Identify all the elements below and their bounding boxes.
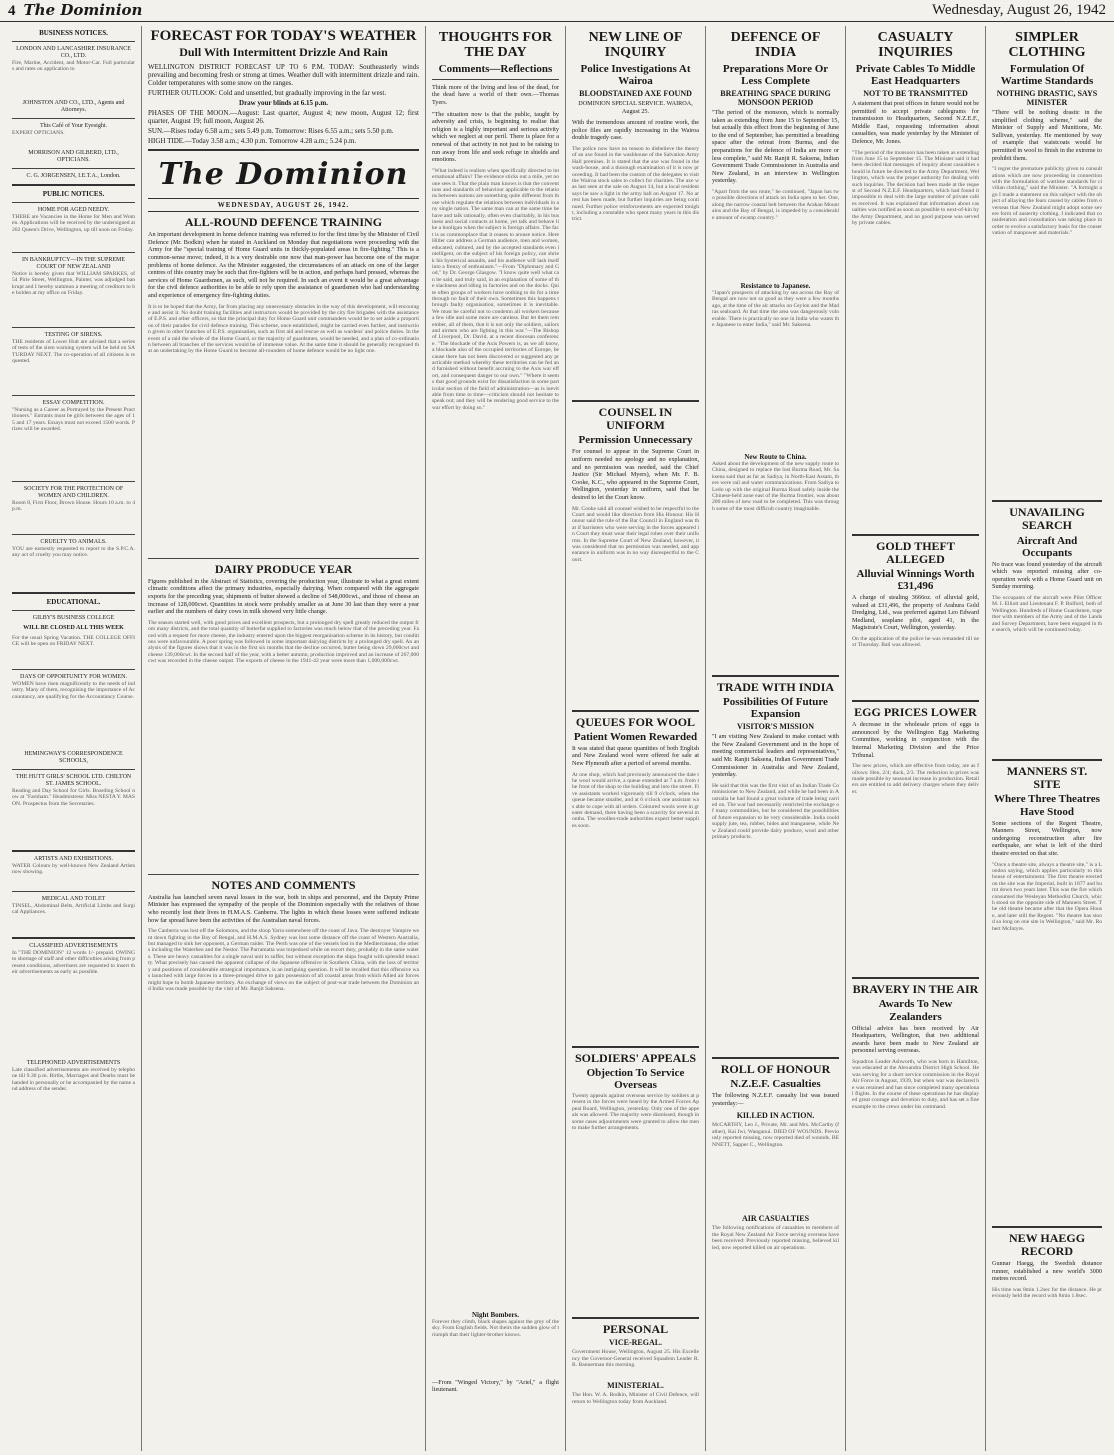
editorial-dateline: WEDNESDAY, AUGUST 26, 1942. bbox=[148, 198, 419, 212]
editorial-continued: It is to be hoped that the Army, far from placing any unnecessary obstacles in the way of this development, will encourage and assist it. No doubt training facilities and instructors would be provided by the city fire brigades with the assistance of E.P.S. and other officers, so that the principal duty for Home Guard unit commanders would be to set aside a proportion of their parades for civil defence training. This scheme, once established, might be carried even further, and instruction given in other branches of E.P.S. organisation, such as first aid and rescue as well as wardens' and police duties. In the event of a raid the whole of the Home Guard, or the majority of guardsmen, would be needed, and a plan of co-ordination between all branches of the services would be of immense value. At the same time it should be generally recognised that an undertaking by the Home Guard to become all-rounders of home defence would be no light one. bbox=[148, 303, 419, 355]
notice-text: Late classified advertisements are received by telephone till 9.30 p.m. Births, Marriages and Deaths must be handed in personally or be accompanied by the name and address of the sender. bbox=[12, 1067, 135, 1093]
article-continued: His time was 8min 1.2sec for the distance. He previously held the record with 8min 1.8sec. bbox=[992, 1286, 1102, 1300]
article-subtitle: Objection To Service Overseas bbox=[586, 1066, 685, 1091]
masthead-date: Wednesday, August 26, 1942 bbox=[931, 2, 1106, 18]
article-continued: "I regret the premature publicity given to consultations which are now proceeding in connection with the formulation of wartime standards for civilian clothing," said the Minister. "A fortnight ago I made a statement on this subject with the object of allaying the fears caused by cables from overseas that New Zealand might adopt some severe form of austerity clothing. I indicated that consideration and consultation was taking place in order to evolve a satisfactory basis for the conservation of manpower and materials." bbox=[992, 166, 1102, 237]
article-title: MANNERS ST. SITE bbox=[1006, 764, 1088, 792]
notice-cruelty: CRUELTY TO ANIMALS. bbox=[40, 539, 107, 545]
notice-essay: ESSAY COMPETITION. bbox=[42, 400, 105, 406]
article-continued: "Japan's prospects of attacking by sea across the Bay of Bengal are now not so good as they were a few months ago, at the time of the air attacks on Ceylon and the Madras seaboard. At that time the area was dangerously vulnerable. There is practically no one in India who wants the Japanese to enter India," said Mr. Saksena. bbox=[712, 289, 839, 328]
column-clothing bbox=[986, 26, 1108, 1451]
editorial-title: ALL-ROUND DEFENCE TRAINING bbox=[184, 215, 383, 229]
nameplate bbox=[148, 157, 419, 192]
article-body: The following N.Z.E.F. casualty list was issued yesterday:— bbox=[712, 1092, 839, 1107]
article-body: "The period of the monsoon, which is normally taken as extending from June 15 to September 15, but actually this effect from the beginning of June to the end of September, has permitted a breathing space after the retreat from Burma, and the preparations for the defence of India are more or less complete," said Mr. Ranjit R. Saksena, Indian Government Trade Commissioner in Australia and New Zealand, in an interview in Wellington yesterday. bbox=[712, 108, 839, 185]
article-title: PERSONAL bbox=[602, 1322, 669, 1336]
poem-title: Night Bombers. bbox=[471, 1310, 520, 1319]
article-subtitle: Permission Unnecessary bbox=[578, 434, 693, 447]
notice-medical: MEDICAL AND TOILET bbox=[41, 896, 106, 902]
notice-closed: WILL BE CLOSED ALL THIS WEEK bbox=[23, 625, 124, 631]
notice-text: "Nursing as a Career as Portrayed by the Present Practitioners." Entrants must be girls between the ages of 15 and 17 years. Essays must not exceed 1500 words. Prizes will be awarded. bbox=[12, 407, 135, 433]
article-subtitle: Comments—Reflections bbox=[438, 62, 553, 75]
article-title: UNAVAILING SEARCH bbox=[1009, 505, 1085, 533]
article-title: NEW LINE OF INQUIRY bbox=[588, 30, 683, 61]
article-subtitle: Aircraft And Occupants bbox=[1016, 534, 1078, 559]
notice-text: WOMEN have risen magnificently to the needs of industry. Many of them, recognising the importance of Accountancy, are qualifying for the Accountancy Course. bbox=[12, 681, 135, 700]
article-body: A statement that post offices in future would not be permitted to accept private cablegrams for transmission to Headquarters, Second N.Z.E.F., Middle East, requesting information about casualties, was made yesterday by the Minister of Defence, Mr. Jones. bbox=[852, 99, 979, 145]
weather-subheadline: Dull With Intermittent Drizzle And Rain bbox=[179, 45, 388, 59]
section-title-educational: EDUCATIONAL. bbox=[46, 598, 101, 606]
article-subtitle-2: VISITOR'S MISSION bbox=[737, 722, 814, 732]
article-continued: Twenty appeals against overseas service by soldiers at present in the forces were heard by the Armed Forces Appeal Board, Wellington, yesterday. Only one of the appeals was allowed. The majority were dismissed, though in some cases adjournments were granted to allow the men to make further arrangements. bbox=[572, 1093, 699, 1132]
notice-gilby: GILBY'S BUSINESS COLLEGE bbox=[32, 615, 115, 621]
article-body: "I am visiting New Zealand to make contact with the New Zealand Government and in the hope of meeting commercial leaders and representatives," said Mr. Ranjit Saksena, Indian Government Trade Commissioner in Australia and New Zealand, yesterday. bbox=[712, 733, 839, 779]
article-subtitle: Awards To New Zealanders bbox=[878, 998, 953, 1023]
masthead bbox=[0, 0, 1114, 22]
article-body: Some sections of the Regent Theatre, Manners Street, Wellington, now undergoing reconstruction after fire earthquake, are what is left of the third theatre erected on that site. bbox=[992, 819, 1102, 857]
article-subtitle-2: NOTHING DRASTIC, SAYS MINISTER bbox=[996, 88, 1098, 107]
poem-credit: —From "Winged Victory," by "Ariel," a flight lieutenant. bbox=[432, 1378, 559, 1394]
weather-forecast: WELLINGTON DISTRICT FORECAST UP TO 6 P.M. TODAY: Southeasterly winds prevailing and becoming fresh or strong at times. Weather dull with intermittent drizzle and rain. Colder temperatures with some snow on the ranges. bbox=[148, 63, 419, 87]
article-body: With the tremendous amount of routine work, the police files are rapidly increasing in the Wairoa double tragedy case. bbox=[572, 119, 699, 142]
notice-hutt: THE HUTT GIRLS' SCHOOL LTD. CHILTON ST. JAMES SCHOOL. bbox=[15, 774, 132, 787]
nameplate-title: The Dominion bbox=[158, 157, 409, 192]
notice-society: SOCIETY FOR THE PROTECTION OF WOMEN AND CHILDREN. bbox=[23, 486, 124, 499]
notice-item: This Café of Your Eyesight. bbox=[40, 123, 107, 129]
article-subtitle: N.Z.E.F. Casualties bbox=[730, 1078, 821, 1091]
article-subtitle: Private Cables To Middle East Headquarters bbox=[855, 62, 976, 87]
article-continued: Asked about the development of the new supply route to China, designed to replace the lost Burma Road, Mr. Saksena said that as far as Sadiya, in North-East Assam, there were rail and water communications. From Sadiya to Ledo up with the original Burma Road safely inside the Chinese-held zone east of the Burma frontier, was about 200 miles of new road to be completed. This was through some of the most difficult country imaginable. bbox=[712, 460, 839, 512]
poem-text: Forever they climb, black shapes against the grey of the sky. From English fields. Not theirs the sudden glow of triumph that their lighter-brother knows. bbox=[432, 1318, 559, 1338]
article-subtitle: Where Three Theatres Have Stood bbox=[994, 793, 1100, 818]
article-title: DEFENCE OF INDIA bbox=[730, 30, 821, 61]
article-subtitle: Preparations More Or Less Complete bbox=[722, 62, 829, 87]
article-subtitle-2: BREATHING SPACE DURING MONSOON PERIOD bbox=[720, 88, 831, 107]
editorial-body: Figures published in the Abstract of Statistics, covering the production year, illustrate to what a great extent climatic conditions affect the primary industries, especially dairying. When compared with the aggregate exports for the preceding year, shipments of butter showed a decline of 548,000cwt., and those of cheese an increase of 128,000cwt. Quantities in stock were probably smaller as at June 30 last than they were a year earlier and the numbers of dairy cows in milk showed very little change. bbox=[148, 577, 419, 616]
article-subtitle: Alluvial Winnings Worth £31,496 bbox=[856, 567, 975, 592]
notice-text: Reading and Day School for Girls. Boarding School now at "Farnham." Headmistress: Miss NESTA Y. MASON. Prospectus from the Secretaries. bbox=[12, 788, 135, 807]
article-body: "There will be nothing drastic in the simplified clothing scheme," said the Minister of Supply and Munitions, Mr. Sullivan, yesterday. He mentioned by way of example that waistcoats would be permitted in wool to finish in the extreme to prohibit them. bbox=[992, 108, 1102, 162]
article-continued: "The period of the monsoon has been taken as extending from June 15 to September 15. The Minister said it had been decided that messages of inquiry about casualties should in future be directed to the Army Department, Wellington, which was the proper authority for dealing with such inquiries. The decision had been made at the request of Second N.Z.E.F. Headquarters, which had found it impossible to deal with the large number of private cables received. It was explained that information about casualties was notified as soon as possible to next-of-kin by the Army Department, and no good purpose was served by private cables. bbox=[852, 149, 979, 226]
article-continued: The new prices, which are effective from today, are as follows: Hen, 2/4; duck, 2/3. The reduction in prices was made possible by seasonal increase in production. Retailers are entitled to add delivery charges where they deliver. bbox=[852, 763, 979, 795]
notice-item: JOHNSTON AND CO., LTD., Agents and Attorneys. bbox=[22, 100, 125, 113]
column-inquiry bbox=[566, 26, 706, 1451]
article-byline: DOMINION SPECIAL SERVICE. WAIROA, August 25. bbox=[578, 99, 693, 115]
article-title: BRAVERY IN THE AIR bbox=[852, 982, 979, 997]
article-body: Gunnar Haegg, the Swedish distance runner, established a new world's 3000 metres record. bbox=[992, 1259, 1102, 1283]
article-title: EGG PRICES LOWER bbox=[854, 705, 977, 720]
notice-item: LONDON AND LANCASHIRE INSURANCE CO., LTD. bbox=[16, 46, 131, 59]
article-title: GOLD THEFT ALLEGED bbox=[876, 538, 955, 566]
notice-text: Fire, Marine, Accident, and Motor-Car. Full particulars and rates on application to bbox=[12, 60, 135, 73]
notice-women: DAYS OF OPPORTUNITY FOR WOMEN. bbox=[20, 674, 127, 680]
article-subtitle: VICE-REGAL. bbox=[608, 1338, 663, 1348]
article-continued: The occupants of the aircraft were Pilot Officer M. I. Elliott and Lieutenant F. P. Bulford, both of Wellington. Hundreds of Home Guardsmen, together with members of the Army and of the Lands and Survey Department, have been engaged in the search, which will be continued today. bbox=[992, 595, 1102, 634]
page-number: 4 bbox=[8, 3, 16, 19]
notice-hemingway: HEMINGWAY'S CORRESPONDENCE SCHOOLS, bbox=[24, 751, 123, 764]
notice-text: In "THE DOMINION" 12 words 1/- prepaid. OWING to shortage of staff and other difficulties arising from present conditions, advertisers are requested to insert their advertisements as early as possible. bbox=[12, 950, 135, 976]
sun-times: SUN.—Rises today 6.58 a.m.; sets 5.49 p.m. Tomorrow: Rises 6.55 a.m.; sets 5.50 p.m. bbox=[148, 127, 394, 135]
notice-text: YOU are earnestly requested to report to the S.P.C.A. any act of cruelty you may notice. bbox=[12, 546, 135, 559]
moon-phases: PHASES OF THE MOON.—August: Last quarter, August 4; new moon, August 12; first quarter, August 19; full moon, August 26. bbox=[148, 109, 419, 125]
high-tide: HIGH TIDE.—Today 3.58 a.m.; 4.30 p.m. Tomorrow 4.28 a.m.; 5.24 p.m. bbox=[148, 137, 357, 145]
notice-bankruptcy: IN BANKRUPTCY—IN THE SUPREME COURT OF NEW ZEALAND bbox=[21, 257, 126, 270]
article-continued: McCARTHY, Leo J., Private, Mr. and Mrs. McCarthy (father), Kai Iwi, Wanganui. DIED OF WOUNDS. Previously reported missing, now reported died of wounds. BENNETT, Sapper C., Wellington. bbox=[712, 1122, 839, 1148]
article-body: A charge of stealing 3666oz. of alluvial gold, valued at £31,496, the property of Arahura Gold Dredging, Ltd., was preferred against Leo Edward Medland, seaplane pilot, aged 41, in the Magistrate's Court, Wellington, yesterday. bbox=[852, 594, 979, 632]
article-continued: The Hon. W. A. Bodkin, Minister of Civil Defence, will return to Wellington today from Auckland. bbox=[572, 1392, 699, 1405]
notice-text: Notice is hereby given that WILLIAM SPARKES, of 54 Pirie Street, Wellington, Painter, was adjudged bankrupt and I hereby summon a meeting of creditors to be holden at my office on Friday. bbox=[12, 271, 135, 297]
article-continued: The police now have no reason to disbelieve the theory of an axe found in the washhouse of the Salvation Army Hall premises. It is stated that the axe was found in the wash-house, and a thorough examination of it is now proceeding. It had been the custom of the delegates to visit the Wairoa stock sales to collect for charities. The axe was last seen at the sale on August 14, but a local resident says he saw a light in the army hall on August 17. No arrest has been made, but further inquiries are being continued. Further police reinforcements are expected tonight, including a constable who spent many years in this district. bbox=[572, 145, 699, 223]
article-title: SIMPLER CLOTHING bbox=[1008, 30, 1086, 61]
article-continued: "What indeed is realism when specifically directed to international affairs? The evidence sticks out a mile, yet no one sees it. That the plain man knows is that the conventions and standards of behaviour applicable to the relations between nations are something quite different from those which regulate the relations between individuals in any single nation. The same man can at the same time behave and talk rationally, often even charitably, in his business and social contacts at home, yet talk and behave like a hooligan when the subject is foreign affairs. The fact is as commonplace that it ceases to arouse notice. Here Hitler can address a German audience, men and women, educated, cultured, and by the accepted standards even intelligent, on the subject of his foreign policy, can shriek his hysterical assaults, and his audience will lash itself into a frenzy of enthusiasm."—From "Diplomacy and God," by Dr. George Glasgow. "I know quite well what can be said, and truly said, in an explanation of some of the slackness and idling in factories and on the docks. Quite often groups of workers have nothing to do for a time through no fault of their own. Sometimes this happens through faulty organisation, sometimes it is inevitable. We must be careful not to condemn all workers because a few idle and some more are careless. But let them remember, all of them, that it is not only the soldiers, sailors and airmen who are fighting in this war."—The Bishop of Liverpool, Dr. David, at a recent diocesan conference. "The blockade of the Axis Powers is, as we all know, a blockade also of the occupied territories of Europe, because there has not been discovered or suggested any practicable method whereby these territories can be fed and furnished without benefit accruing to the Axis war effort, and consequent danger to our own." "Where it seems that good grounds exist for dissatisfaction in some particular section of the field of administration—as is inevitable from time to time—criticism should not hesitate to speak out; and they will be rendering good service to the war effort by doing so." bbox=[432, 167, 559, 411]
blackout-notice: Draw your blinds at 6.15 p.m. bbox=[239, 99, 328, 107]
notice-text: EXPERT OPTICIANS. bbox=[12, 130, 65, 136]
notice-text: WATER Colours by well-known New Zealand Artists now showing. bbox=[12, 863, 135, 876]
article-title: SOLDIERS' APPEALS bbox=[574, 1050, 697, 1065]
article-body: Official advice has been received by Air Headquarters, Wellington, that two additional awards have been made to New Zealand air personnel serving overseas. bbox=[852, 1024, 979, 1055]
masthead-paper-name: The Dominion bbox=[23, 1, 143, 19]
notice-sirens: TESTING OF SIRENS. bbox=[44, 332, 103, 338]
article-continued: On the application of the police he was remanded till next Thursday. Bail was allowed. bbox=[852, 636, 979, 649]
notice-classified: CLASSIFIED ADVERTISEMENTS bbox=[29, 943, 118, 949]
section-subhead: Resistance to Japanese. bbox=[740, 281, 811, 290]
article-title: THOUGHTS FOR THE DAY bbox=[438, 30, 553, 61]
article-title: COUNSEL IN UNIFORM bbox=[598, 404, 673, 433]
article-body: For counsel to appear in the Supreme Court in uniform needed no apology and no explanation, and no permission was needed, said the Chief Justice (Sir Michael Myers), when Mr. F. B. Cooke, K.C., who appeared in the Supreme Court, Wellington, yesterday in uniform, said that he desired to let the Court know. bbox=[572, 448, 699, 501]
column-india bbox=[706, 26, 846, 1451]
casualty-heading: KILLED IN ACTION. bbox=[736, 1111, 815, 1121]
editorial-continued: The Canberra was lost off the Solomons, and the sloop Yarra somewhere off the coast of Java. The destroyer Vampire went down fighting in the Bay of Bengal, and H.M.A.S. Sydney was lost some distance off the coast of Western Australia, but managed to sink her opponent, a German raider. The Perth was one of the vessels lost in the Mediterranean, the others including the Waterhen and the Nestor. The Parramatta was torpedoed while on escort duty, probably in the same waters. These are heavy casualties for a single naval unit to suffer, but without exception the ships fought with splendid tenacity. What precisely has caused the apparent collapse of the Japanese offensive in Southern China, with the loss of territory and positions of considerable strategical importance, is an intriguing question. It will be recalled that this offensive was launched with large forces in a three-pronged drive to gain possession of all coastal areas from which Allied air forces might hope to bomb Japanese territory. An exchange of views on the subject of post-war trade between the Dominion and India was made possible by the visit of Mr. Ranjit Saksena. bbox=[148, 928, 419, 992]
article-subtitle: Patient Women Rewarded bbox=[573, 730, 698, 743]
notice-artists: ARTISTS AND EXHIBITIONS. bbox=[33, 856, 114, 862]
notice-text: TINSEL, Abdominal Belts, Artificial Limbs and Surgical Appliances. bbox=[12, 903, 135, 916]
notice-text: For the usual Spring Vacation. THE COLLEGE OFFICE will be open on FRIDAY NEXT. bbox=[12, 635, 135, 648]
editorial-title: NOTES AND COMMENTS bbox=[211, 877, 356, 892]
article-subtitle-2: NOT TO BE TRANSMITTED bbox=[863, 88, 968, 98]
column-casualty bbox=[846, 26, 986, 1451]
article-quote: Think more of the living and less of the dead, for the dead have a world of their own.—Thomas Tyers. bbox=[432, 83, 559, 107]
column-editorial bbox=[142, 26, 426, 1451]
article-continued: The following notifications of casualties to members of the Royal New Zealand Air Force serving overseas have been received: Previously reported missing, believed killed, now reported killed on air operations. bbox=[712, 1225, 839, 1251]
column-business-notices bbox=[6, 26, 142, 1451]
masthead-left bbox=[8, 1, 142, 20]
notice-text: THERE are Vacancies in the Home for Men and Women. Applications will be received by the undersigned at 202 Queen's Drive, Wellington, up till noon on Friday. bbox=[12, 214, 135, 233]
article-body: A decrease in the wholesale prices of eggs is announced by the Wellington Egg Marketing Committee, working in conjunction with the Internal Marketing Division and the Price Tribunal. bbox=[852, 721, 979, 759]
article-body: No trace was found yesterday of the aircraft which was reported missing after co-operation work with a Home Guard unit on Sunday morning. bbox=[992, 560, 1102, 591]
section-subhead: New Route to China. bbox=[744, 452, 807, 461]
article-subtitle: Possibilities Of Future Expansion bbox=[723, 696, 828, 721]
notice-home: HOME FOR AGED NEEDY. bbox=[37, 207, 110, 213]
notice-text: Room 8, First Floor, Brown House. Hours 10 a.m. to 4 p.m. bbox=[12, 500, 135, 513]
article-continued: Government House, Wellington, August 25. His Excellency the Governor-General received Squadron Leader R. R. Bannerman this morning. bbox=[572, 1349, 699, 1368]
article-body: "The situation now is that the public, taught by adversity and crisis, is beginning to realise that religion is a highly important and serious activity which we neglect at our peril. There is place for a renewal of that activity in not just to be raising to run away from life and seek refuge in shields and emotions. bbox=[432, 110, 559, 164]
article-continued: At one shop, which had previously announced the date the wool would arrive, a queue extended at 7 a.m. from the front of the shop to the building and into the street. Five assistants worked vigorously till 9 o'clock, when the queue became smaller, and at 6 o'clock one assistant was able to cope with all orders. Coloured wools were in greater demand, there having been a scarcity for several months. The woollen-trade authorities expect better supplies soon. bbox=[572, 771, 699, 829]
editorial-body: An important development in home defence training was referred to for the first time by the Minister of Civil Defence (Mr. Bodkin) when he stated in Auckland on Monday that negotiations were proceeding with the Army for the "special training of Home Guard units in thickly-populated areas in fire-fighting." This is a common-sense move; indeed, it is a very desirable one now that man-power has become one of the major problems of home defence. As the Minister suggested, the circumstances of an attack on one of the larger centres of this country may be such that fire-fighters will be in action, and perhaps hard pressed, whereas the services of Home Guardsmen, as such, will not be required. In such an event it would be a great advantage for the civil defence authorities to be able to rely upon the assistance of guardsmen who had understanding and experience of emergency fire-fighting duties. bbox=[148, 231, 419, 299]
article-continued: "Once a theatre site, always a theatre site," is a London saying, which applies particularly to this house of entertainment. The first theatre erected on the site was the Imperial, built in 1877 and burnt down two years later. This was the fire which consumed the Wesleyan Methodist Church, which stood on the opposite side of Manners Street. The old theatre became after that the Opera House, and later still the Regent. "No theatre has stood so long on one site in Wellington," said Mr. Robert McIntyre. bbox=[992, 861, 1102, 932]
section-title-public-notices: PUBLIC NOTICES. bbox=[42, 190, 105, 198]
section-title-business-notices: BUSINESS NOTICES. bbox=[39, 29, 108, 37]
editorial-continued: The season started well, with good prices and excellent prospects, but a prolonged dry spell greatly reduced the output from many districts, and the total quantity of butterfat supplied to factories was much below that of the preceding year. Faced with a request for more cheese, the industry entered upon the biggest reorganisation scheme in its history, but conditions were unfavourable. A poor spring was followed in some important dairying districts by a prolonged dry spell. An analysis of the figures shows that it was in the first six months that the decline occurred, butter being down 29,000cwt and cheese 139,000cwt. In the second half of the year, with a better autumn, production improved and an increase of 267,000cwt was recorded in the cheese output. The exports of cheese in the 1941-42 year were more than 1,000,000cwt. bbox=[148, 619, 419, 665]
article-title: NEW HAEGG RECORD bbox=[1008, 1230, 1086, 1258]
notice-item: C. G. JORGENSEN, I.E.T.A., London. bbox=[26, 173, 121, 179]
article-subtitle: MINISTERIAL. bbox=[607, 1381, 664, 1391]
article-continued: Squadron Leader Ashworth, who was born in Hamilton, was educated at the Alexandra District High School. He was serving for a short service commission in the Royal Air Force in August, 1939, but when war was declared he was retained and has since completed many operational flights. In the course of these operations he has displayed great courage and devotion to duty, and has set a fine example to the crews under his command. bbox=[852, 1058, 979, 1110]
article-subtitle-2: BLOODSTAINED AXE FOUND bbox=[579, 88, 692, 98]
article-title: QUEUES FOR WOOL bbox=[575, 714, 696, 729]
notice-text: THE residents of Lower Hutt are advised that a series of tests of the siren warning system will be held on SATURDAY NEXT. The co-operation of all citizens is requested. bbox=[12, 339, 135, 365]
column-thoughts bbox=[426, 26, 566, 1451]
article-title: ROLL OF HONOUR bbox=[720, 1061, 831, 1076]
article-subtitle: Formulation Of Wartime Standards bbox=[1000, 62, 1094, 87]
editorial-body: Australia has launched seven naval losses in the war, both in ships and personnel, and the Deputy Prime Minister has expressed the sympathy of the people of the Dominion especially with the relatives of those who recently lost their lives in H.M.A.S. Canberra. The lights in which these losses were suffered indicate how far spread have been the activities of the Australian naval forces. bbox=[148, 893, 419, 924]
article-subtitle: Police Investigations At Wairoa bbox=[580, 62, 691, 87]
weather-headline: FORECAST FOR TODAY'S WEATHER bbox=[150, 28, 417, 44]
article-title: TRADE WITH INDIA bbox=[716, 679, 835, 694]
article-body: It was stated that queue quantities of both English and New Zealand wool were offered for sale at New Plymouth after a period of several months. bbox=[572, 744, 699, 768]
article-continued: He said that this was the first visit of an Indian Trade Commissioner to New Zealand, and while he had been in Australia he had found a great volume of trade being carried on. The war had necessarily restricted the exchange of many commodities, but he considered the possibilities of future expansion to be very considerable. India could supply jute, tea, rubber, hides and manganese, while New Zealand could provide dairy produce, wool and other primary products. bbox=[712, 782, 839, 841]
article-continued: Mr. Cooke said all counsel wished to be respectful to the Court and would like direction from His Honour. His Honour said the rule of the Bar Council in England was that if barristers who were serving in the forces appeared in Court they must wear their legal robes over their uniforms. In the Supreme Court of New Zealand, however, it was considered that no permission was needed, and appearance in uniform was in no way disrespectful to the Court. bbox=[572, 505, 699, 563]
casualty-heading: AIR CASUALTIES bbox=[741, 1214, 810, 1224]
notice-item: MORRISON AND GILBERD, LTD., OPTICIANS. bbox=[28, 150, 119, 163]
article-continued: "Apart from the sea route," he continued, "Japan has two possible directions of attack on India open to her. One, along the narrow coastal belt between the Arakan Mountains and the Bay of Bengal, is impeded by a considerable amount of swamp country." bbox=[712, 188, 839, 221]
editorial-title: DAIRY PRODUCE YEAR bbox=[214, 561, 353, 576]
weather-outlook: FURTHER OUTLOOK: Cold and unsettled, but gradually improving in the far west. bbox=[148, 89, 387, 97]
article-title: CASUALTY INQUIRIES bbox=[877, 30, 954, 61]
notice-telephone: TELEPHONED ADVERTISEMENTS bbox=[26, 1060, 121, 1066]
newspaper-page bbox=[6, 26, 1108, 1451]
